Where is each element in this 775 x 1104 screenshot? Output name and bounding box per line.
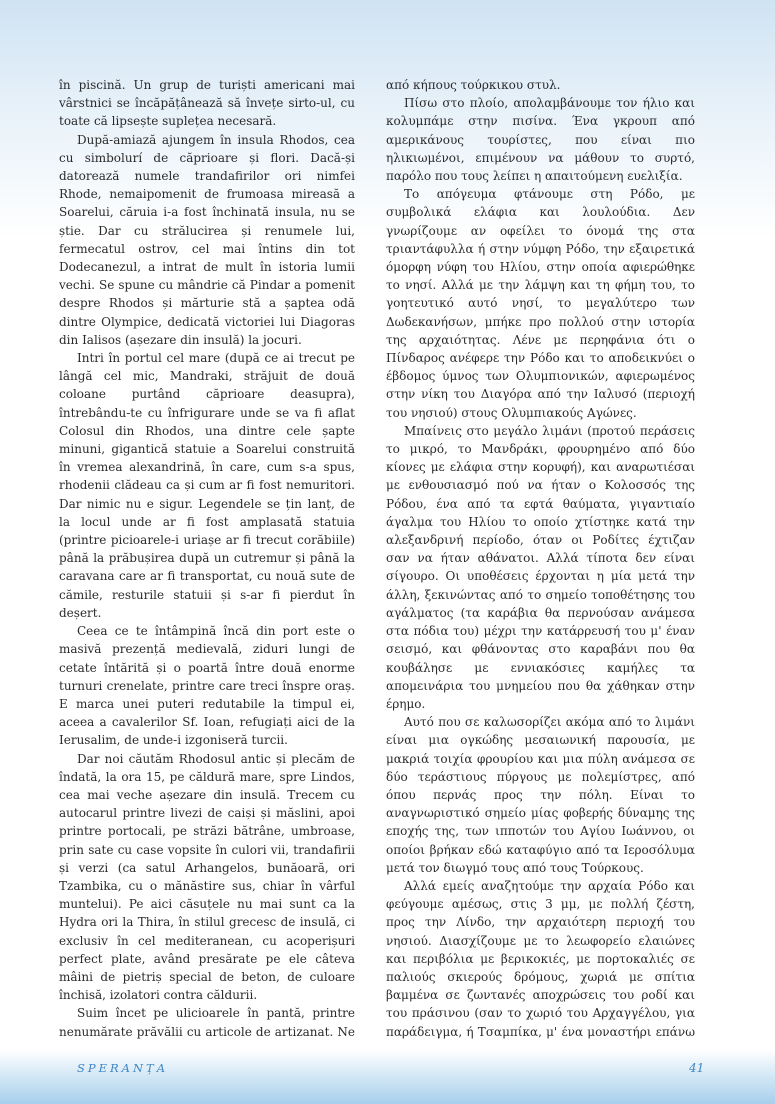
- magazine-title: SPERANȚA: [77, 1061, 169, 1075]
- paragraph: în piscină. Un grup de turiști americani mai vârstnici se încăpățânează să învețe sirto-ul, cu toate că lipsește suplețea necesară.: [59, 78, 355, 129]
- paragraph: Το απόγευμα φτάνουμε στη Ρόδο, με συμβολικά ελάφια και λουλούδια. Δεν γνωρίζουμε αν οφείλει το όνομά της στα τριαντάφυλλα ή στην νύμφη Ρόδο, την εξαιρετικά όμορφη νύφη του Ηλίου, στην οποία αφιερώθηκε το νησί. Αλλά με την λάμψη και τη φήμη του, το γοητευτικό αυτό νησί, το μεγαλύτερο των Δωδεκανήσων, μπήκε προ πολλού στην ιστορία της αρχαιότητας. Λένε με περηφάνια ότι ο Πίνδαρος ανέφερε την Ρόδο και το αποδεικνύει ο έβδομος ύμνος των Ολυμπιονικών, αφιερωμένος στην νίκη του Διαγόρα από την Ιαλυσό (περιοχή του νησιού) στους Ολυμπιακούς Αγώνες.: [386, 187, 695, 420]
- paragraph: Ceea ce te întâmpină încă din port este o masivă prezență medievală, ziduri lungi de cetate întărită și o poartă între două enorme turnuri crenelate, printre care treci înspre oraș. E marca unei puteri redutabile la timpul ei, aceea a cavalerilor Sf. Ioan, refugiați aici de la Ierusalim, de unde-i izgoniseră turcii.: [59, 624, 355, 748]
- paragraph: Αυτό που σε καλωσορίζει ακόμα από το λιμάνι είναι μια ογκώδης μεσαιωνική παρουσία, με μακριά τοιχία φρουρίου και μια πύλη ανάμεσα σε δύο τεράστιους πύργους με πολεμίστρες, από όπου περνάς προς την πόλη. Είναι το αναγνωριστικό σημείο μίας φοβερής δύναμης της εποχής της, των ιπποτών του Αγίου Ιωάννου, οι οποίοι βρήκαν εδώ καταφύγιο από τα Ιεροσόλυμα μετά τον διωγμό τους από τους Τούρκους.: [386, 715, 695, 875]
- paragraph: Intri în portul cel mare (după ce ai trecut pe lângă cel mic, Mandraki, străjuit de două coloane purtând căprioare deasupra), întrebându-te cu înfrigurare unde se va fi aflat Colosul din Rhodos, una dintre cele șapte minuni, gigantică statuie a Soarelui construită în vremea alexandrină, în care, cum s-a spus, rhodenii clădeau ca și cum ar fi fost nemuritori. Dar nimic nu e sigur. Legendele se țin lanț, de la locul unde ar fi fost amplasată statuia (printre picioarele-i uriașe ar fi trecut corăbiile) până la prăbușirea după un cutremur și până la caravana care ar fi transportat, cu nouă sute de cămile, resturile statuii și s-ar fi pierdut în deșert.: [59, 351, 355, 620]
- paragraph: Μπαίνεις στο μεγάλο λιμάνι (προτού περάσεις το μικρό, το Μανδράκι, φρουρημένο από δύο κίονες με ελάφια στην κορυφή), και αναρωτιέσαι με ενθουσιασμό πού να ήταν ο Κολοσσός της Ρόδου, ένα από τα εφτά θαύματα, γιγαντιαίο άγαλμα του Ηλίου το οποίο χτίστηκε κατά την αλεξανδρινή περίοδο, όταν οι Ροδίτες έχτιζαν σαν να ήταν αθάνατοι. Αλλά τίποτα δεν είναι σίγουρο. Οι υποθέσεις έρχονται η μία μετά την άλλη, ξεκινώντας από το σημείο τοποθέτησης του αγάλματος (τα καράβια θα περνούσαν ανάμεσα στα πόδια του) μέχρι την κατάρρευσή του μ' έναν σεισμό, και φθάνοντας στο καραβάνι που θα κουβάλησε με εννιακόσιες καμήλες τα απομεινάρια του μνημείου που θα χάθηκαν στην έρημο.: [386, 423, 695, 711]
- paragraph: Αλλά εμείς αναζητούμε την αρχαία Ρόδο και φεύγουμε αμέσως, στις 3 μμ, με πολλή ζέστη, προς την Λίνδο, την αρχαιότερη περιοχή του νησιού. Διασχίζουμε με το λεωφορείο ελαιώνες και περιβόλια με βερικοκιές, με πορτοκαλιές σε παλιούς σκιερούς δρόμους, χωριά με σπίτια βαμμένα σε ζωντανές αποχρώσεις του ροδί και του πράσινου (σαν το χωριό του Αρχαγγέλου, για παράδειγμα, ή Τσαμπίκα, μ' ένα μοναστήρι επάνω: [386, 878, 695, 1039]
- paragraph: Πίσω στο πλοίο, απολαμβάνουμε τον ήλιο και κολυμπάμε στην πισίνα. Ένα γκρουπ από αμερικάνους τουρίστες, που είναι πιο ηλικιωμένοι, επιμένουν να μάθουν το συρτό, παρόλο που τους λείπει η απαιτούμενη ευελιξία.: [386, 96, 695, 184]
- left-text-column: [59, 76, 355, 1042]
- right-text-column: [386, 76, 695, 1042]
- paragraph: Suim încet pe ulicioarele în pantă, printre nenumărate prăvălii cu articole de artizanat. Ne: [59, 1006, 355, 1039]
- paragraph: După-amiază ajungem în insula Rhodos, cea cu simbolurí de căprioare și flori. Dacă-și datorează numele trandafirilor ori nimfei Rhode, nemaipomenit de frumoasa mireasă a Soarelui, căruia i-a fost închinată insula, nu se știe. Dar cu strălucirea și renumele lui, fermecatul ostrov, cel mai întins din tot Dodecanezul, a intrat de mult în istoria lumii vechi. Se spune cu mândrie că Pindar a pomenit despre Rhodos și mărturie stă a șaptea odă dintre Olympice, dedicată victoriei lui Diagoras din Ialisos (așezare din insulă) la jocuri.: [59, 132, 355, 347]
- bottom-gradient-band: [0, 1050, 775, 1104]
- page-number: 41: [689, 1061, 705, 1075]
- paragraph: από κήπους τούρκικου στυλ.: [386, 78, 561, 92]
- paragraph: Dar noi căutăm Rhodosul antic și plecăm de îndată, la ora 15, pe căldură mare, spre Lindos, cea mai veche așezare din insulă. Trecem cu autocarul printre livezi de caiși și măslini, apoi printre portocali, pe străzi bătrâne, umbroase, prin sate cu case vopsite în culori vii, trandafirii și verzi (ca satul Arhangelos, bunăoară, ori Tzambika, cu o mănăstire sus, chiar în vârful muntelui). Pe aici căsuțele nu mai sunt ca la Hydra ori la Thira, în stilul grecesc de insulă, ci exclusiv în cel mediteranean, cu acoperișuri perfect plate, având presărate pe ele câteva mâini de pietriș special de beton, de culoare închisă, izolatori contra căldurii.: [59, 751, 355, 1003]
